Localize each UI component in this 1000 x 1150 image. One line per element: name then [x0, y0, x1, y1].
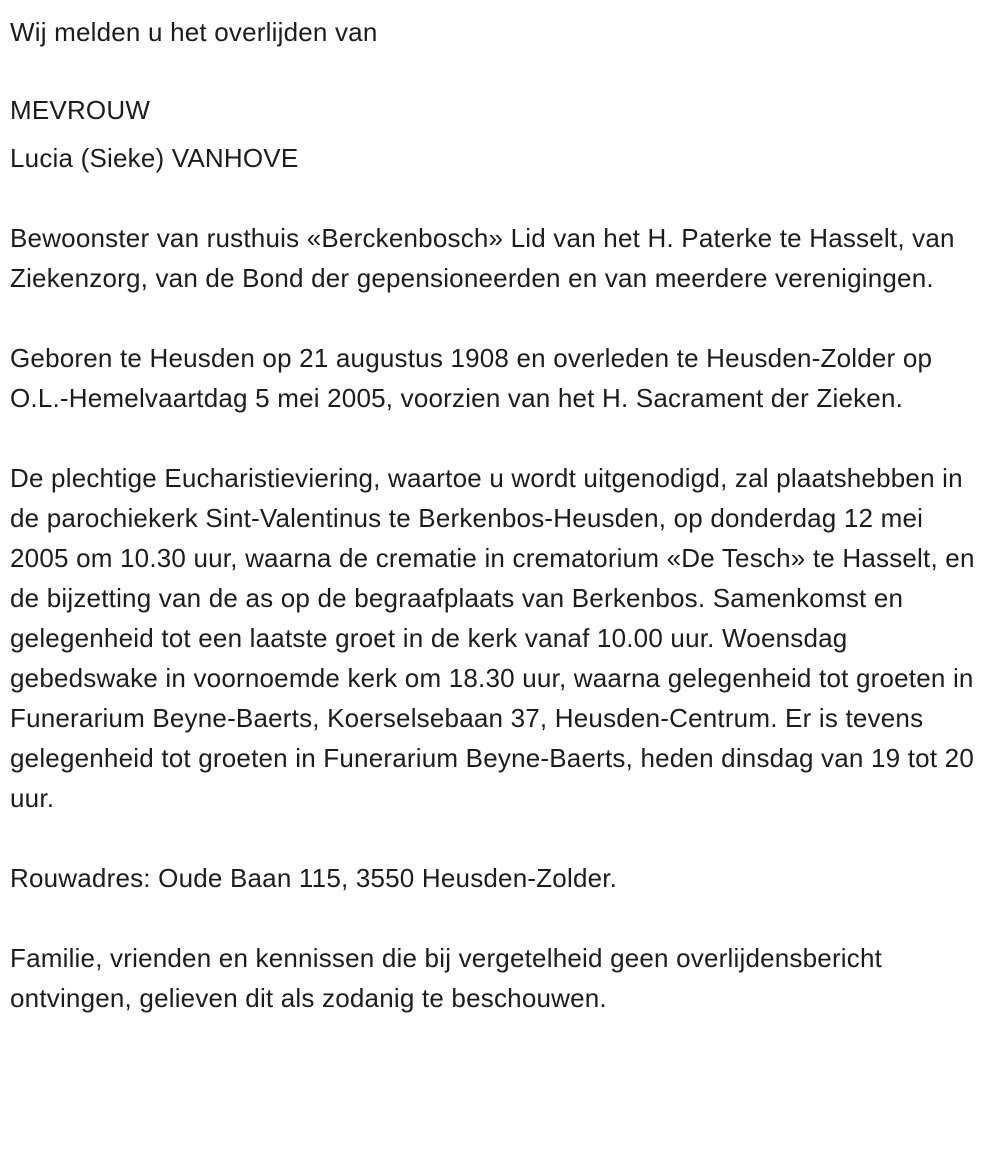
paragraph-birth-death: Geboren te Heusden op 21 augustus 1908 en overleden te Heusden-Zolder op O.L.-Hemelvaartdag 5 mei 2005, voorzien van het H. Sacrament der Zieken. — [10, 343, 933, 413]
paragraph-mourning-address: Rouwadres: Oude Baan 115, 3550 Heusden-Zolder. — [10, 863, 618, 893]
deceased-name: Lucia (Sieke) VANHOVE — [10, 143, 299, 173]
paragraph-ceremony-details: De plechtige Eucharistieviering, waartoe u wordt uitgenodigd, zal plaatshebben in de parochiekerk Sint-Valentinus te Berkenbos-Heusden, op donderdag 12 mei 2005 om 10.30 uur, waarna de crematie in crematorium «De Tesch» te Hasselt, en de bijzetting van de as op de begraafplaats van Berkenbos. Samenkomst en gelegenheid tot een laatste groet in de kerk vanaf 10.00 uur. Woensdag gebedswake in voornoemde kerk om 18.30 uur, waarna gelegenheid tot groeten in Funerarium Beyne-Baerts, Koerselsebaan 37, Heusden-Centrum. Er is tevens gelegenheid tot groeten in Funerarium Beyne-Baerts, heden dinsdag van 19 tot 20 uur. — [10, 463, 975, 813]
paragraph-closing-notice: Familie, vrienden en kennissen die bij vergetelheid geen overlijdensbericht ontvingen, gelieven dit als zodanig te beschouwen. — [10, 943, 883, 1013]
salutation: MEVROUW — [10, 95, 151, 125]
intro-line: Wij melden u het overlijden van — [10, 17, 378, 47]
paragraph-memberships: Bewoonster van rusthuis «Berckenbosch» Lid van het H. Paterke te Hasselt, van Ziekenzorg, van de Bond der gepensioneerden en van meerdere verenigingen. — [10, 223, 955, 293]
